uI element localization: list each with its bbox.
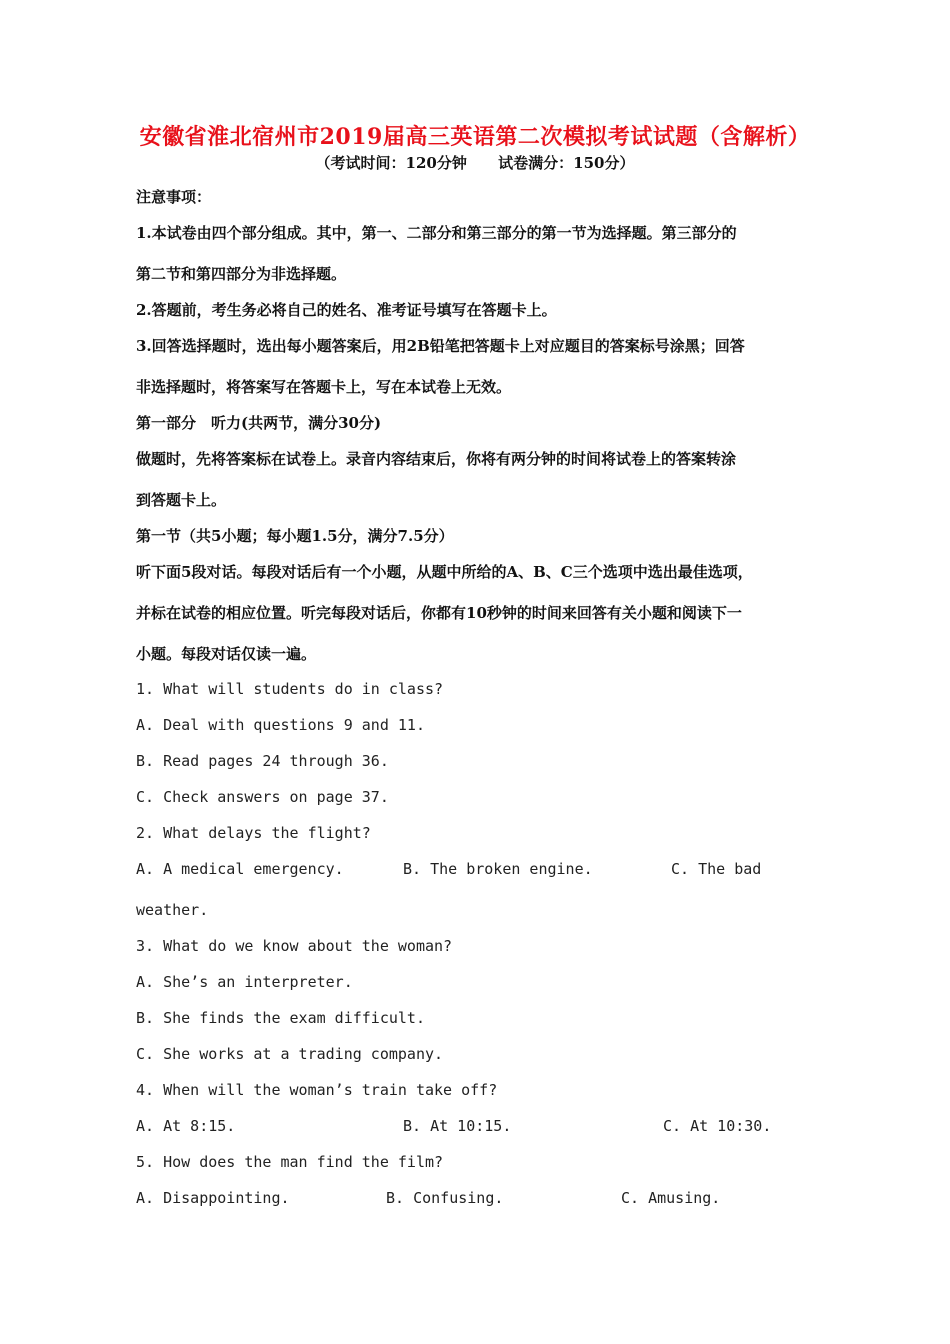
- document-title: 安徽省淮北宿州市2019届高三英语第二次模拟考试试题（含解析）: [139, 124, 811, 150]
- question-5: 5. How does the man find the film?: [136, 1153, 444, 1171]
- question-4-option-a: A. At 8:15.: [136, 1117, 236, 1135]
- question-5-option-b: B. Confusing.: [386, 1189, 504, 1207]
- question-1-option-a: A. Deal with questions 9 and 11.: [136, 716, 425, 734]
- question-2-option-b: B. The broken engine.: [403, 860, 593, 878]
- part1-instruction-line1: 做题时，先将答案标在试卷上。录音内容结束后，你将有两分钟的时间将试卷上的答案转涂: [136, 450, 737, 468]
- question-2-option-c-continued: weather.: [136, 901, 209, 919]
- question-4-option-c: C. At 10:30.: [663, 1117, 772, 1135]
- section1-heading: 第一节（共5小题；每小题1.5分，满分7.5分）: [136, 527, 454, 545]
- part1-instruction-line2: 到答题卡上。: [136, 491, 227, 509]
- notes-item3-line1: 3.回答选择题时，选出每小题答案后，用2B铅笔把答题卡上对应题目的答案标号涂黑；回答: [136, 337, 745, 355]
- question-4: 4. When will the woman’s train take off?: [136, 1081, 498, 1099]
- question-3-option-c: C. She works at a trading company.: [136, 1045, 444, 1063]
- question-5-option-a: A. Disappointing.: [136, 1189, 290, 1207]
- question-3: 3. What do we know about the woman?: [136, 937, 453, 955]
- question-4-option-b: B. At 10:15.: [403, 1117, 512, 1135]
- question-1-option-b: B. Read pages 24 through 36.: [136, 752, 389, 770]
- section1-instruction-line1: 听下面5段对话。每段对话后有一个小题，从题中所给的A、B、C三个选项中选出最佳选项，: [136, 563, 753, 581]
- question-2-option-a: A. A medical emergency.: [136, 860, 344, 878]
- question-5-option-c: C. Amusing.: [621, 1189, 721, 1207]
- notes-item3-line2: 非选择题时，将答案写在答题卡上，写在本试卷上无效。: [136, 378, 512, 396]
- question-3-option-a: A. She’s an interpreter.: [136, 973, 353, 991]
- question-3-option-b: B. She finds the exam difficult.: [136, 1009, 425, 1027]
- section1-instruction-line3: 小题。每段对话仅读一遍。: [136, 645, 317, 663]
- question-2: 2. What delays the flight?: [136, 824, 371, 842]
- section1-instruction-line2: 并标在试卷的相应位置。听完每段对话后，你都有10秒钟的时间来回答有关小题和阅读下一: [136, 604, 742, 622]
- question-2-option-c: C. The bad: [671, 860, 762, 878]
- part1-heading: 第一部分 听力(共两节，满分30分): [136, 414, 382, 432]
- notes-item2: 2.答题前，考生务必将自己的姓名、准考证号填写在答题卡上。: [136, 301, 557, 319]
- notes-item1-line1: 1.本试卷由四个部分组成。其中，第一、二部分和第三部分的第一节为选择题。第三部分的: [136, 224, 737, 242]
- notes-item1-line2: 第二节和第四部分为非选择题。: [136, 265, 347, 283]
- document-subtitle: （考试时间：120分钟 试卷满分：150分）: [315, 154, 635, 172]
- question-1-option-c: C. Check answers on page 37.: [136, 788, 389, 806]
- notes-heading: 注意事项：: [136, 188, 212, 206]
- question-1: 1. What will students do in class?: [136, 680, 444, 698]
